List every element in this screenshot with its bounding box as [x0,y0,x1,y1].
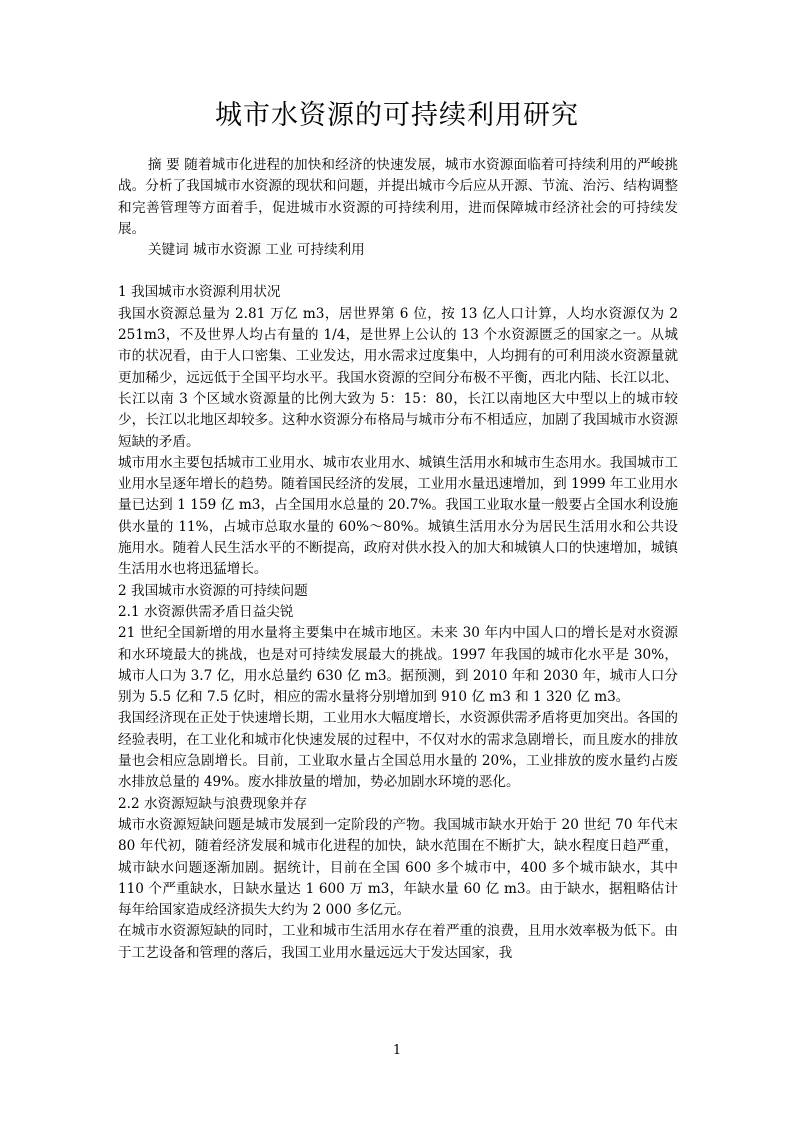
section-1-paragraph: 我国水资源总量为 2.81 万亿 m3，居世界第 6 位，按 13 亿人口计算，人均水资源仅为 2 251m3，不及世界人均占有量的 1/4，是世界上公认的 13 个水资源匮乏的国家之一。从城市的状况看，由于人口密集、工业发达，用水需求过度集中，人均拥有的可利用淡水资源量就更加稀少，远远低于全国平均水平。我国水资源的空间分布极不平衡，西北内陆、长江以北、长江以南 3 个区域水资源量的比例大致为 5：15：80，长江以南地区大中型以上的城市较少，长江以北地区却较多。这种水资源分布格局与城市分布不相适应，加剧了我国城市水资源短缺的矛盾。 [118,305,678,450]
page-number: 1 [392,1043,402,1058]
abstract: 摘 要 随着城市化进程的加快和经济的快速发展，城市水资源面临着可持续利用的严峻挑战。分析了我国城市水资源的现状和问题，并提出城市今后应从开源、节流、治污、结构调整和完善管理等方面着手，促进城市水资源的可持续利用，进而保障城市经济社会的可持续发展。 [118,157,678,237]
section-2-2-heading: 2.2 水资源短缺与浪费现象并存 [118,795,308,812]
section-2-2-paragraph: 城市水资源短缺问题是城市发展到一定阶段的产物。我国城市缺水开始于 20 世纪 70 年代末 80 年代初，随着经济发展和城市化进程的加快，缺水范围在不断扩大，缺水程度日趋严重，城市缺水问题逐渐加剧。据统计，目前在全国 600 多个城市中，400 多个城市缺水，其中 110 个严重缺水，日缺水量达 1 600 万 m3，年缺水量 60 亿 m3。由于缺水，据粗略估计每年给国家造成经济损失大约为 2 000 多亿元。 [118,816,678,919]
document-title: 城市水资源的可持续利用研究 [215,100,579,131]
section-2-heading: 2 我国城市水资源的可持续问题 [118,582,308,599]
section-1-heading: 1 我国城市水资源利用状况 [118,284,281,301]
section-2-2-paragraph: 在城市水资源短缺的同时，工业和城市生活用水存在着严重的浪费，且用水效率极为低下。由于工艺设备和管理的落后，我国工业用水量远远大于发达国家，我 [118,923,678,961]
document-body [118,155,678,964]
spacer [118,261,678,282]
section-2-1-paragraph: 我国经济现在正处于快速增长期，工业用水大幅度增长，水资源供需矛盾将更加突出。各国的经验表明，在工业化和城市化快速发展的过程中，不仅对水的需求急剧增长，而且废水的排放量也会相应急剧增长。目前，工业取水量占全国总用水量的 20%，工业排放的废水量约占废水排放总量的 49%。废水排放量的增加，势必加剧水环境的恶化。 [118,710,678,791]
section-1-paragraph: 城市用水主要包括城市工业用水、城市农业用水、城镇生活用水和城市生态用水。我国城市工业用水呈逐年增长的趋势。随着国民经济的发展，工业用水量迅速增加，到 1999 年工业用水量已达到 1 159 亿 m3，占全国用水总量的 20.7%。我国工业取水量一般要占全国水利设施供水量的 11%，占城市总取水量的 60%～80%。城镇生活用水分为居民生活用水和公共设施用水。随着人民生活水平的不断提高，政府对供水投入的加大和城镇人口的快速增加，城镇生活用水也将迅猛增长。 [118,454,678,578]
section-2-1-heading: 2.1 水资源供需矛盾日益尖锐 [118,603,294,620]
section-2-1-paragraph: 21 世纪全国新增的用水量将主要集中在城市地区。未来 30 年内中国人口的增长是对水资源和水环境最大的挑战，也是对可持续发展最大的挑战。1997 年我国的城市化水平是 30%，城市人口为 3.7 亿，用水总量约 630 亿 m3。据预测，到 2010 年和 2030 年，城市人口分别为 5.5 亿和 7.5 亿时，相应的需水量将分别增加到 910 亿 m3 和 1 320 亿 m3。 [118,625,678,706]
keywords: 关键词 城市水资源 工业 可持续利用 [147,242,365,259]
